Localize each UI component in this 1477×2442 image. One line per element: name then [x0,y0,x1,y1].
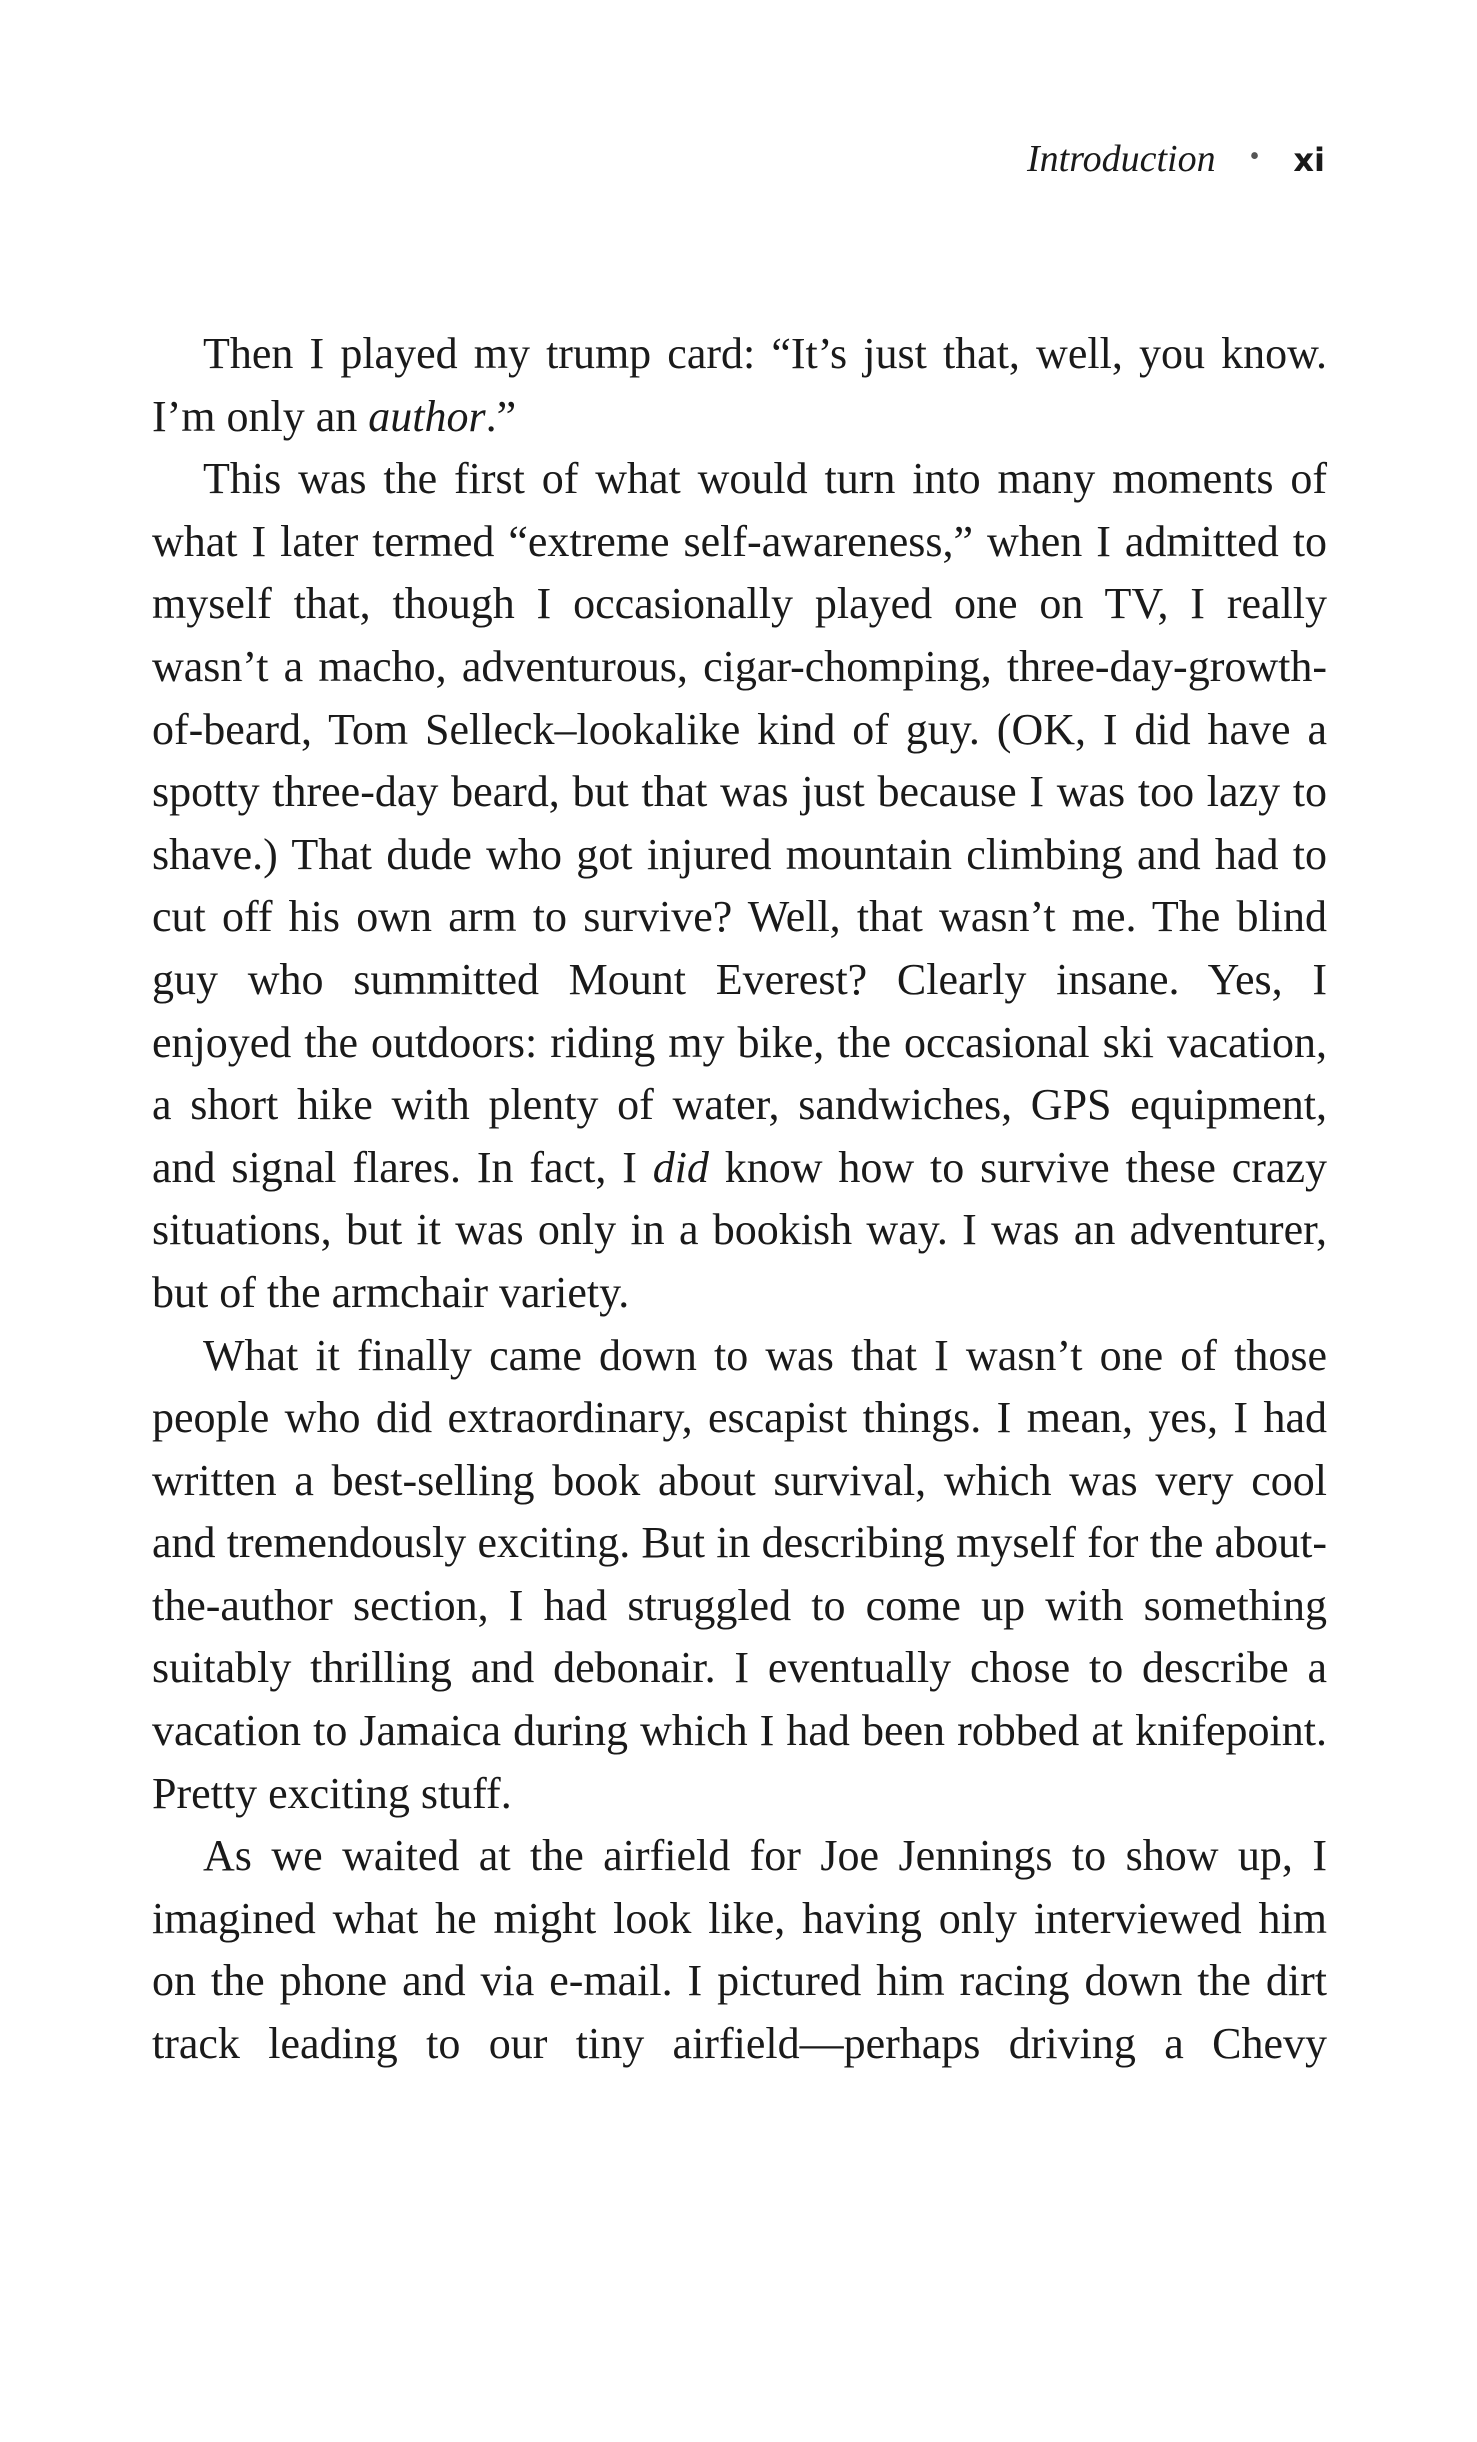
body-text [152,323,1327,2076]
emphasis-author: author [368,391,486,441]
bullet-separator: • [1249,141,1260,172]
paragraph-4: As we waited at the airfield for Joe Jennings to show up, I imagined what he might look like, having only interviewed him on the phone and via e-mail. I pictured him racing down the dirt track leading to our tiny airfield—perhaps driving a Chevy [152,1831,1327,2069]
paragraph-1-text-b: .” [485,391,517,441]
paragraph-2 [152,448,1327,1324]
paragraph-1 [152,323,1327,448]
page-number: xi [1293,141,1325,179]
paragraph-1-text-a: Then I played my trump card: “It’s just that, well, you know. I’m only an [152,329,1327,441]
emphasis-did: did [652,1142,709,1192]
section-title: Introduction [1027,138,1216,180]
paragraph-2-text-b: know how to survive these crazy situations, but it was only in a bookish way. I was an adventurer, but of the armchair variety. [152,1142,1327,1317]
paragraph-2-text-a: This was the first of what would turn into many moments of what I later termed “extreme self-awareness,” when I admitted to myself that, though I occasionally played one on TV, I really wasn’t a macho, adventurous, cigar-chomping, three-day-growth-of-beard, Tom Selleck–lookalike kind of guy. (OK, I did have a spotty three-day beard, but that was just because I was too lazy to shave.) That dude who got injured mountain climbing and had to cut off his own arm to survive? Well, that wasn’t me. The blind guy who summitted Mount Everest? Clearly insane. Yes, I enjoyed the outdoors: riding my bike, the occasional ski vacation, a short hike with plenty of water, sandwiches, GPS equipment, and signal flares. In fact, I [152,454,1327,1192]
running-header [1027,140,1325,178]
paragraph-3: What it finally came down to was that I wasn’t one of those people who did extraordinary, escapist things. I mean, yes, I had written a best-selling book about survival, which was very cool and tremendously exciting. But in describing myself for the about-the-author section, I had struggled to come up with something suitably thrilling and debonair. I eventually chose to describe a vacation to Jamaica during which I had been robbed at knifepoint. Pretty exciting stuff. [152,1330,1327,1818]
